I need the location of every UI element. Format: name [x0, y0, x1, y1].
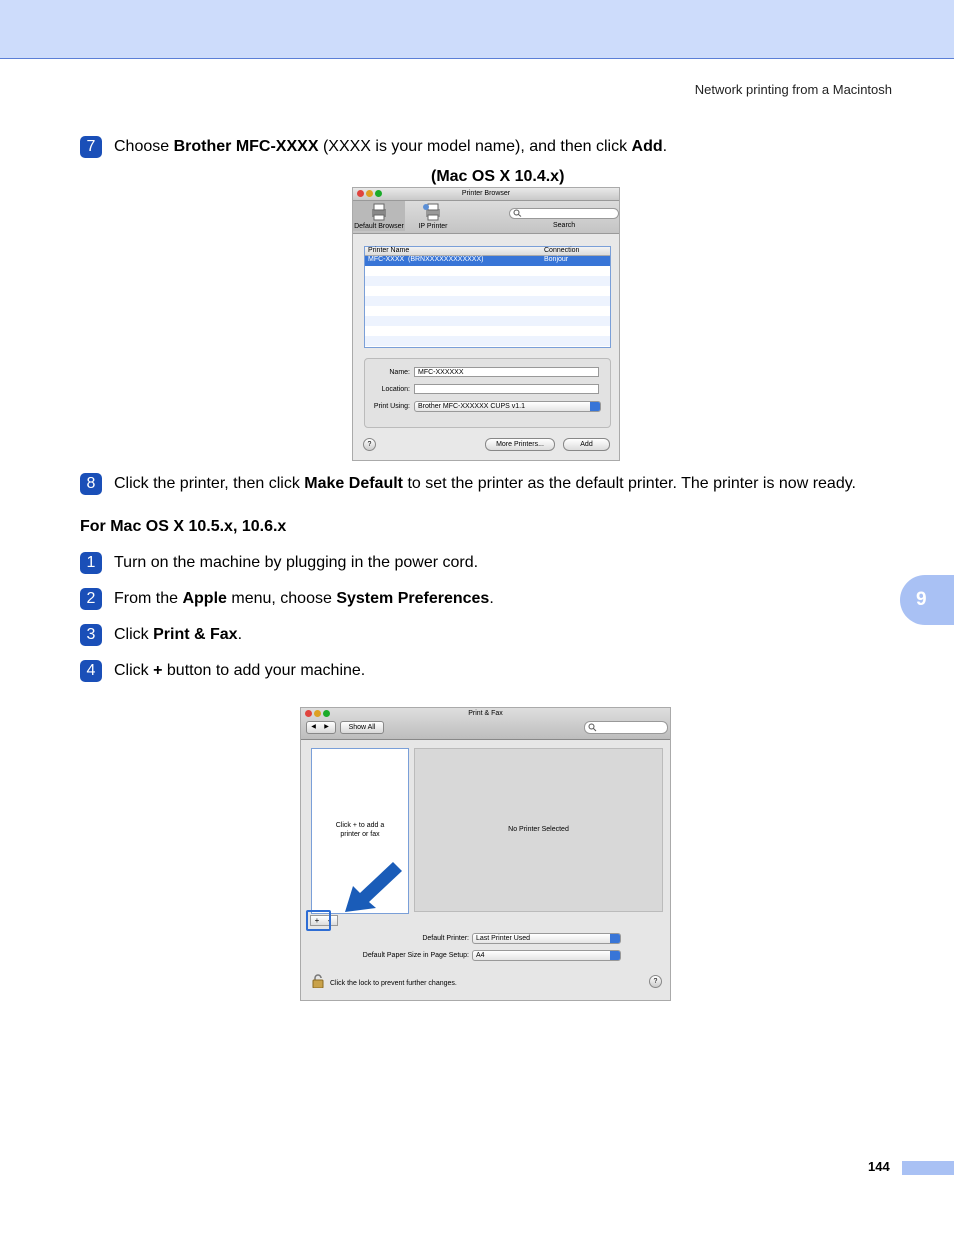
chevron-updown-icon [610, 951, 620, 960]
page-number: 144 [868, 1159, 890, 1174]
ip-printer-label: IP Printer [418, 223, 448, 230]
printer-detail-pane [414, 748, 663, 912]
more-printers-button[interactable]: More Printers... [485, 438, 555, 451]
paper-size-value: A4 [476, 952, 485, 959]
printer-details-form [364, 358, 611, 428]
name-label: Name: [389, 369, 410, 376]
running-title: Network printing from a Macintosh [694, 82, 892, 97]
list-header [365, 247, 610, 256]
step-number-3: 3 [80, 624, 102, 646]
forward-arrow-icon[interactable]: ▶ [324, 724, 329, 730]
connection-cell: Bonjour [544, 256, 569, 263]
search-icon [513, 209, 523, 217]
ip-printer-button[interactable] [407, 203, 459, 230]
step-2-text: From the Apple menu, choose System Preferences. [114, 590, 494, 607]
default-browser-label: Default Browser [354, 223, 404, 230]
plus-highlight-box [306, 910, 331, 931]
window-title: Print & Fax [468, 710, 503, 717]
location-field[interactable] [414, 384, 599, 394]
paper-size-select[interactable] [472, 950, 621, 961]
step-number-8: 8 [80, 473, 102, 495]
printer-icon [368, 203, 390, 221]
print-using-select[interactable] [414, 401, 601, 412]
printer-name-cell: MFC-XXXX [368, 256, 405, 263]
chapter-tab: 9 [900, 575, 954, 625]
figure-caption: (Mac OS X 10.4.x) [431, 168, 565, 185]
search-label: Search [553, 222, 576, 229]
step-8-text: Click the printer, then click Make Default to set the printer as the default printer. The printer is now ready. [114, 475, 856, 492]
window-title: Printer Browser [461, 190, 511, 197]
table-row [365, 336, 610, 346]
help-button[interactable]: ? [649, 975, 662, 988]
default-printer-value: Last Printer Used [476, 935, 531, 942]
table-row [365, 266, 610, 276]
chevron-updown-icon [590, 402, 600, 411]
print-using-label: Print Using: [373, 403, 410, 410]
table-row [365, 306, 610, 316]
step-number-4: 4 [80, 660, 102, 682]
print-using-value: Brother MFC-XXXXXX CUPS v1.1 [418, 403, 525, 410]
name-field[interactable]: MFC-XXXXXX [414, 367, 599, 377]
toolbar [353, 201, 619, 234]
print-fax-window [300, 707, 671, 1001]
back-arrow-icon[interactable]: ◀ [311, 724, 316, 730]
remove-printer-button[interactable]: - [327, 916, 331, 925]
table-row [365, 296, 610, 306]
lock-message: Click the lock to prevent further changes. [330, 980, 457, 987]
step-3-text: Click Print & Fax. [114, 626, 243, 643]
section-subheading: For Mac OS X 10.5.x, 10.6.x [80, 518, 287, 535]
default-printer-label: Default Printer: [422, 935, 469, 942]
step-number-2: 2 [80, 588, 102, 610]
ip-printer-icon [422, 203, 444, 221]
step-7-text: Choose Brother MFC-XXXX (XXXX is your model name), and then click Add. [114, 138, 668, 155]
search-input[interactable] [584, 721, 668, 734]
lock-icon[interactable] [312, 974, 324, 988]
default-browser-button[interactable] [353, 201, 405, 231]
column-connection[interactable]: Connection [544, 247, 580, 254]
table-row [365, 286, 610, 296]
no-printer-message: No Printer Selected [508, 826, 569, 833]
chevron-updown-icon [610, 934, 620, 943]
table-row[interactable] [365, 256, 610, 266]
table-row [365, 326, 610, 336]
column-printer-name[interactable]: Printer Name [368, 247, 410, 254]
table-row [365, 276, 610, 286]
empty-list-message: Click + to add a printer or fax [335, 822, 385, 838]
pointer-arrow-icon [345, 862, 403, 912]
nav-buttons [306, 721, 336, 734]
minimize-icon[interactable] [366, 190, 373, 197]
show-all-button[interactable]: Show All [340, 721, 384, 734]
add-button[interactable]: Add [563, 438, 610, 451]
paper-size-label: Default Paper Size in Page Setup: [362, 952, 469, 959]
add-printer-button[interactable]: + [314, 916, 320, 925]
help-button[interactable]: ? [363, 438, 376, 451]
table-row [365, 316, 610, 326]
step-number-7: 7 [80, 136, 102, 158]
step-4-text: Click + button to add your machine. [114, 662, 366, 679]
search-icon [588, 723, 598, 732]
printer-list[interactable] [364, 246, 611, 348]
step-number-1: 1 [80, 552, 102, 574]
zoom-icon[interactable] [375, 190, 382, 197]
printer-browser-window [352, 187, 620, 461]
step-1-text: Turn on the machine by plugging in the power cord. [114, 554, 479, 571]
printer-id-cell: (BRNXXXXXXXXXXXX) [408, 256, 484, 263]
close-icon[interactable] [357, 190, 364, 197]
page-footer-bar [902, 1161, 954, 1175]
search-input[interactable] [509, 208, 619, 219]
header-band [0, 0, 954, 59]
default-printer-select[interactable] [472, 933, 621, 944]
window-titlebar [301, 708, 670, 740]
window-titlebar [353, 188, 619, 201]
location-label: Location: [381, 386, 410, 393]
